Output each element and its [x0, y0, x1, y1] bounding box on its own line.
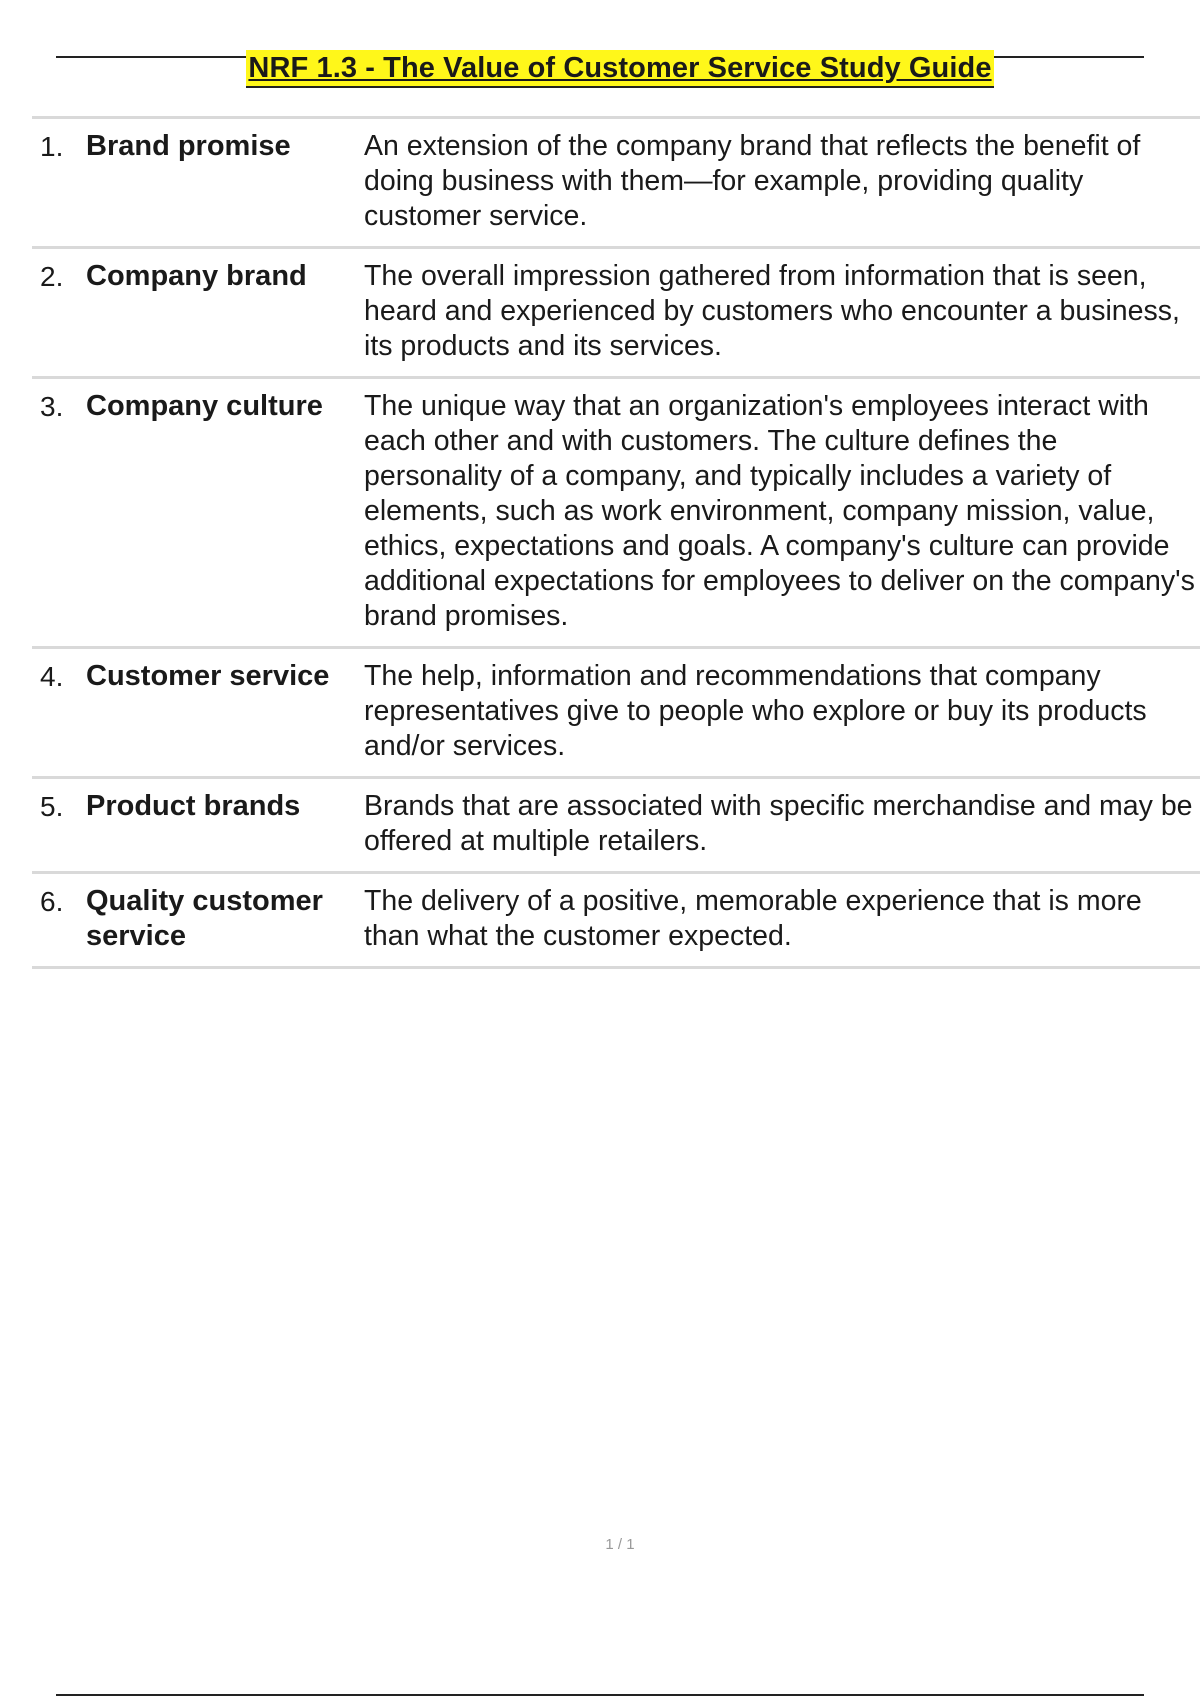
term-definition: The delivery of a positive, memorable experience that is more than what the customer expected.: [364, 885, 1142, 952]
term-name: Customer service: [86, 660, 330, 692]
term-definition: The overall impression gathered from information that is seen, heard and experienced by customers who encounter a business, its products and its services.: [364, 260, 1180, 362]
page-title: NRF 1.3 - The Value of Customer Service Study Guide: [246, 50, 993, 88]
term-definition: Brands that are associated with specific merchandise and may be offered at multiple retailers.: [364, 790, 1193, 857]
term-number: 1.: [40, 131, 64, 162]
term-row: [32, 776, 1200, 871]
terms-list: [32, 116, 1200, 969]
term-name: Brand promise: [86, 130, 291, 162]
page-number: 1 / 1: [605, 1536, 635, 1553]
term-number: 4.: [40, 661, 64, 692]
term-number: 5.: [40, 791, 64, 822]
term-row: [32, 646, 1200, 776]
term-row: [32, 376, 1200, 646]
term-row: [32, 116, 1200, 246]
term-number: 6.: [40, 886, 64, 917]
term-definition: An extension of the company brand that reflects the benefit of doing business with them—for example, providing quality customer service.: [364, 130, 1141, 232]
term-definition: The unique way that an organization's employees interact with each other and with customers. The culture defines the personality of a company, and typically includes a variety of elements, such as work environment, company mission, value, ethics, expectations and goals. A company's culture can provide additional expectations for employees to deliver on the company's brand promises.: [364, 390, 1195, 632]
term-definition: The help, information and recommendations that company representatives give to people who explore or buy its products and/or services.: [364, 660, 1147, 762]
term-name: Quality customer service: [86, 885, 323, 952]
term-name: Company brand: [86, 260, 307, 292]
term-number: 3.: [40, 391, 64, 422]
term-row: [32, 871, 1200, 969]
bottom-rule: [56, 1694, 1144, 1696]
term-name: Product brands: [86, 790, 301, 822]
term-name: Company culture: [86, 390, 323, 422]
title-container: [0, 50, 1200, 88]
term-number: 2.: [40, 261, 64, 292]
term-row: [32, 246, 1200, 376]
